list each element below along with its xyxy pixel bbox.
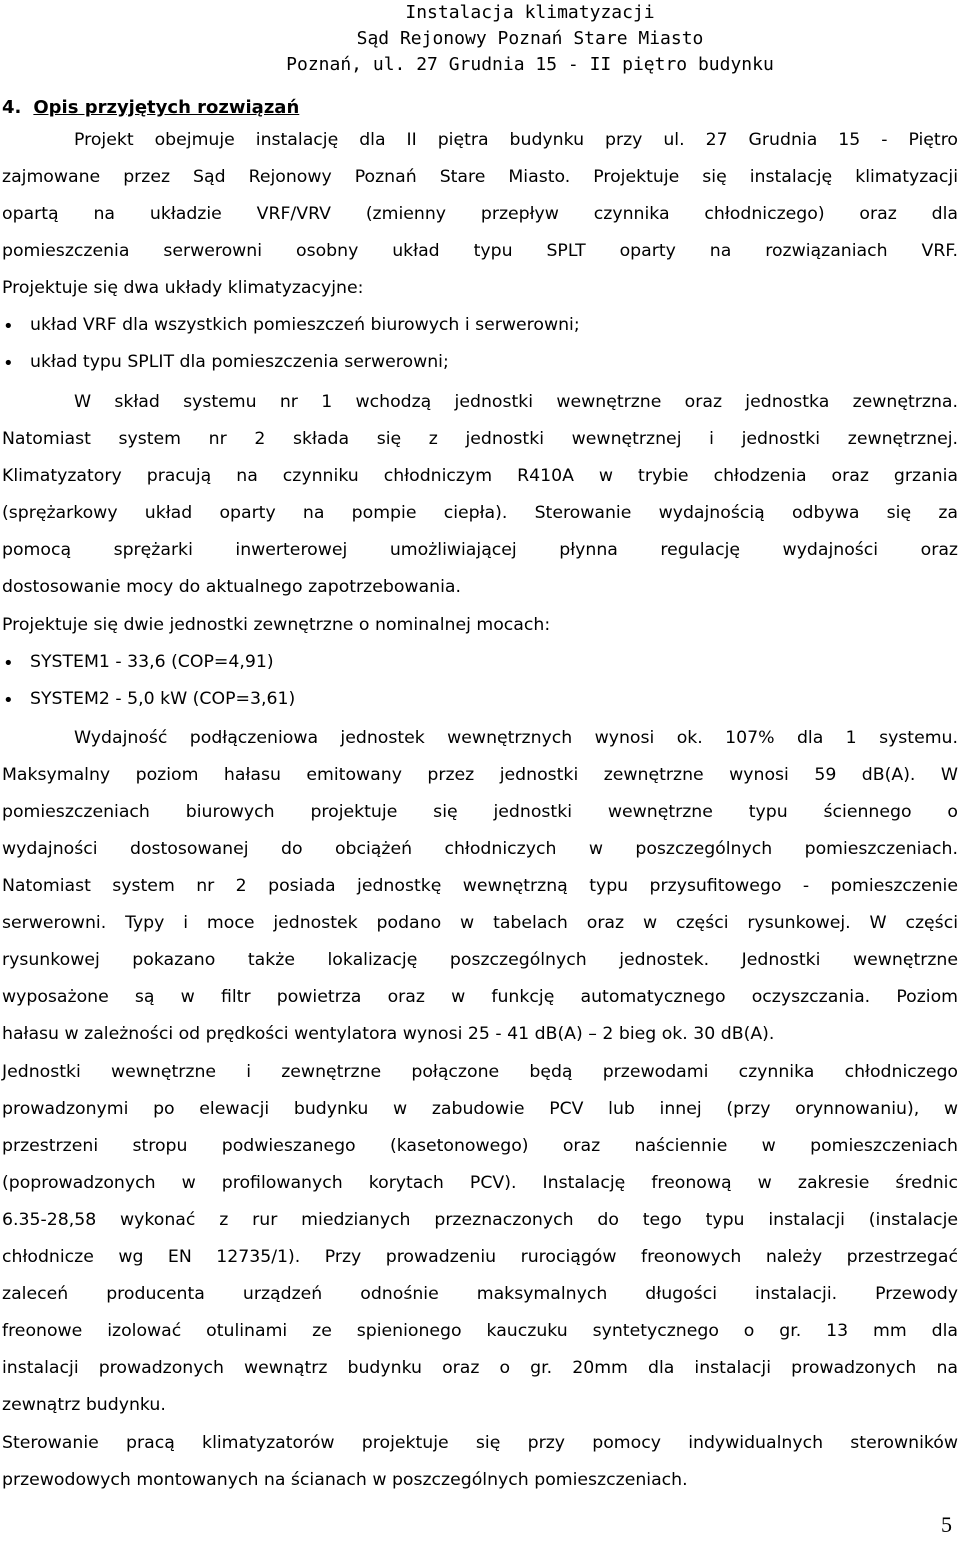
section-number: 4. (2, 97, 22, 118)
list-item: SYSTEM2 - 5,0 kW (COP=3,61) (30, 689, 296, 709)
text-line: wydajności dostosowanej do obciążeń chłodniczych w poszczególnych pomieszczeniach. (2, 839, 958, 859)
text-line: dostosowanie mocy do aktualnego zapotrzebowania. (2, 577, 461, 597)
header-line-2: Sąd Rejonowy Poznań Stare Miasto (356, 28, 704, 49)
bullet-icon: • (3, 316, 14, 337)
bullet-icon: • (3, 690, 14, 711)
list-item: SYSTEM1 - 33,6 (COP=4,91) (30, 652, 274, 672)
text-line: chłodnicze wg EN 12735/1). Przy prowadzeniu rurociągów freonowych należy przestrzegać (2, 1247, 958, 1267)
text-line: zewnątrz budynku. (2, 1395, 166, 1415)
text-line: Jednostki wewnętrzne i zewnętrzne połączone będą przewodami czynnika chłodniczego (2, 1062, 958, 1082)
text-line: Projekt obejmuje instalację dla II piętra budynku przy ul. 27 Grudnia 15 - Piętro (74, 130, 958, 150)
header-line-1: Instalacja klimatyzacji (405, 2, 655, 23)
text-line: wyposażone są w filtr powietrza oraz w funkcję automatycznego oczyszczania. Poziom (2, 987, 958, 1007)
list-item: układ typu SPLIT dla pomieszczenia serwerowni; (30, 352, 449, 372)
bullet-icon: • (3, 653, 14, 674)
section-heading (2, 97, 299, 118)
text-line: (poprowadzonych w profilowanych korytach PCV). Instalację freonową w zakresie średnic (2, 1173, 958, 1193)
text-line: 6.35-28,58 wykonać z rur miedzianych przeznaczonych do tego typu instalacji (instalacje (2, 1210, 958, 1230)
text-line: W skład systemu nr 1 wchodzą jednostki wewnętrzne oraz jednostka zewnętrzna. (74, 392, 958, 412)
text-line: pomocą sprężarki inwerterowej umożliwiającej płynna regulację wydajności oraz (2, 540, 958, 560)
text-line: Natomiast system nr 2 składa się z jednostki wewnętrznej i jednostki zewnętrznej. (2, 429, 958, 449)
text-line: Klimatyzatory pracują na czynniku chłodniczym R410A w trybie chłodzenia oraz grzania (2, 466, 958, 486)
document-header (0, 0, 960, 78)
list-item: układ VRF dla wszystkich pomieszczeń biurowych i serwerowni; (30, 315, 580, 335)
text-line: pomieszczeniach biurowych projektuje się jednostki wewnętrzne typu ściennego o (2, 802, 958, 822)
header-line-3: Poznań, ul. 27 Grudnia 15 - II piętro budynku (286, 54, 774, 75)
bullet-icon: • (3, 353, 14, 374)
text-line: przestrzeni stropu podwieszanego (kasetonowego) oraz naściennie w pomieszczeniach (2, 1136, 958, 1156)
text-line: Projektuje się dwie jednostki zewnętrzne o nominalnej mocach: (2, 615, 551, 635)
text-line: przewodowych montowanych na ścianach w poszczególnych pomieszczeniach. (2, 1470, 688, 1490)
text-line: freonowe izolować otulinami ze spienionego kauczuku syntetycznego o gr. 13 mm dla (2, 1321, 958, 1341)
text-line: (sprężarkowy układ oparty na pompie ciepła). Sterowanie wydajnością odbywa się za (2, 503, 958, 523)
text-line: Wydajność podłączeniowa jednostek wewnętrznych wynosi ok. 107% dla 1 systemu. (74, 728, 958, 748)
text-line: Sterowanie pracą klimatyzatorów projektuje się przy pomocy indywidualnych sterowników (2, 1433, 958, 1453)
text-line: instalacji prowadzonych wewnątrz budynku oraz o gr. 20mm dla instalacji prowadzonych na (2, 1358, 958, 1378)
page-number: 5 (941, 1512, 952, 1537)
text-line: zaleceń producenta urządzeń odnośnie maksymalnych długości instalacji. Przewody (2, 1284, 958, 1304)
text-line: hałasu w zależności od prędkości wentylatora wynosi 25 - 41 dB(A) – 2 bieg ok. 30 dB(A). (2, 1024, 775, 1044)
text-line: Projektuje się dwa układy klimatyzacyjne: (2, 278, 364, 298)
text-line: rysunkowej pokazano także lokalizację poszczególnych jednostek. Jednostki wewnętrzne (2, 950, 958, 970)
text-line: Maksymalny poziom hałasu emitowany przez jednostki zewnętrzne wynosi 59 dB(A). W (2, 765, 958, 785)
text-line: pomieszczenia serwerowni osobny układ typu SPLT oparty na rozwiązaniach VRF. (2, 241, 958, 261)
section-title: Opis przyjętych rozwiązań (33, 97, 300, 118)
text-line: zajmowane przez Sąd Rejonowy Poznań Stare Miasto. Projektuje się instalację klimatyzacji (2, 167, 958, 187)
text-line: serwerowni. Typy i moce jednostek podano w tabelach oraz w części rysunkowej. W części (2, 913, 958, 933)
text-line: opartą na układzie VRF/VRV (zmienny przepływ czynnika chłodniczego) oraz dla (2, 204, 958, 224)
text-line: Natomiast system nr 2 posiada jednostkę wewnętrzną typu przysufitowego - pomieszczenie (2, 876, 958, 896)
text-line: prowadzonymi po elewacji budynku w zabudowie PCV lub innej (przy orynnowaniu), w (2, 1099, 958, 1119)
